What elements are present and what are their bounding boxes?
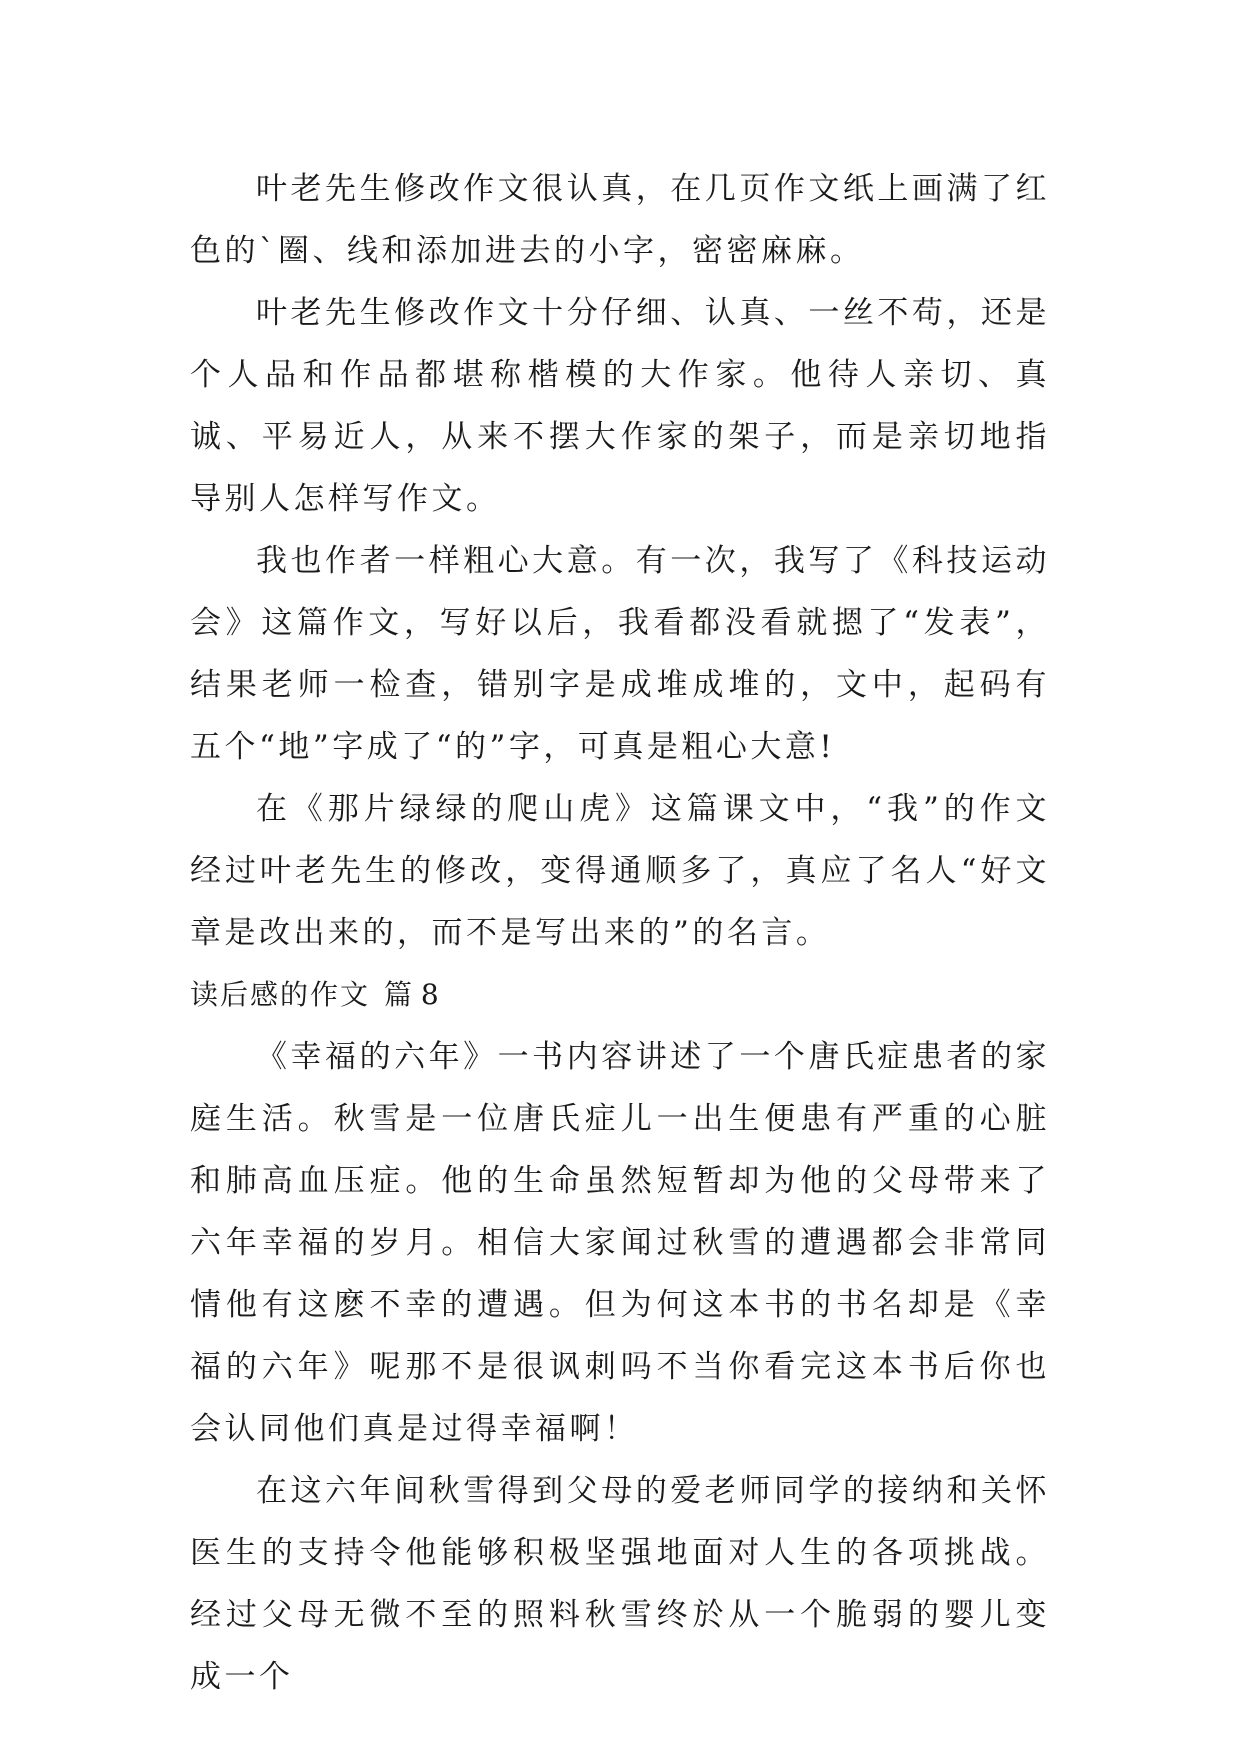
- section-heading-title: 读后感的作文: [190, 978, 371, 1011]
- paragraph-2: 叶老先生修改作文十分仔细、认真、一丝不苟，还是个人品和作品都堪称楷模的大作家。他待人亲切、真诚、平易近人，从来不摆大作家的架子，而是亲切地指导别人怎样写作文。: [190, 295, 1050, 517]
- paragraph-3: 我也作者一样粗心大意。有一次，我写了《科技运动会》这篇作文，写好以后，我看都没看就摁了“发表”，结果老师一检查，错别字是成堆成堆的，文中，起码有五个“地”字成了“的”字，可真是粗心大意!: [190, 543, 1050, 765]
- section-heading: [190, 964, 1050, 1026]
- paragraph-1: 叶老先生修改作文很认真，在几页作文纸上画满了红色的`圈、线和添加进去的小字，密密麻麻。: [190, 171, 1050, 269]
- paragraph-6: 在这六年间秋雪得到父母的爱老师同学的接纳和关怀医生的支持令他能够积极坚强地面对人生的各项挑战。经过父母无微不至的照料秋雪终於从一个脆弱的婴儿变成一个: [190, 1473, 1050, 1695]
- paragraph-5: 《幸福的六年》一书内容讲述了一个唐氏症患者的家庭生活。秋雪是一位唐氏症儿一出生便患有严重的心脏和肺高血压症。他的生命虽然短暂却为他的父母带来了六年幸福的岁月。相信大家闻过秋雪的遭遇都会非常同情他有这麽不幸的遭遇。但为何这本书的书名却是《幸福的六年》呢那不是很讽刺吗不当你看完这本书后你也会认同他们真是过得幸福啊！: [190, 1039, 1050, 1447]
- section-heading-number: 篇 8: [384, 978, 439, 1011]
- paragraph-4: 在《那片绿绿的爬山虎》这篇课文中，“我”的作文经过叶老先生的修改，变得通顺多了，真应了名人“好文章是改出来的，而不是写出来的”的名言。: [190, 791, 1050, 951]
- document-body: [190, 158, 1050, 1708]
